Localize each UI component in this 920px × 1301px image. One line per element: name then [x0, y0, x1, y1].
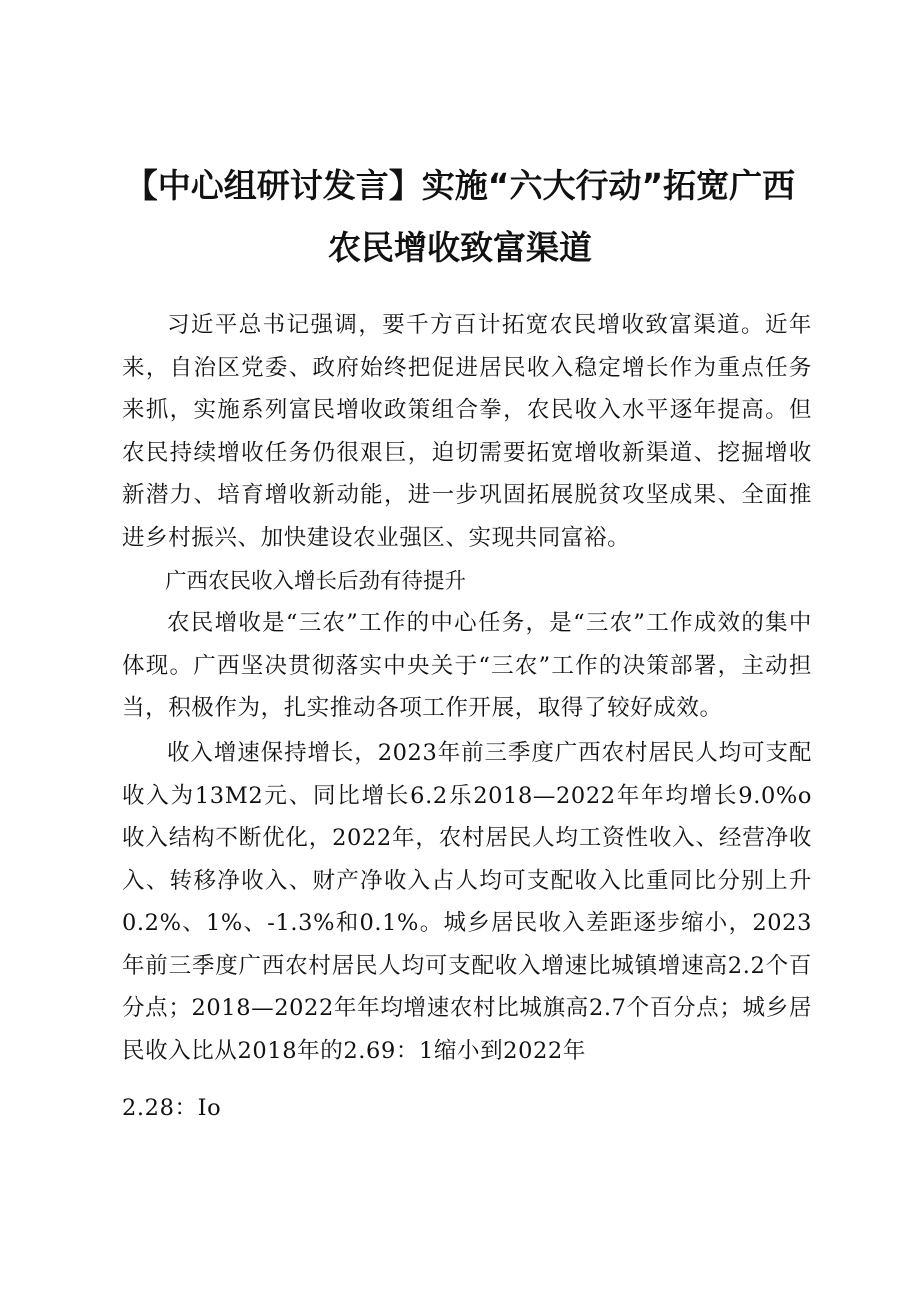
title-line-2: 农民增收致富渠道: [328, 228, 592, 267]
document-title: [90, 155, 830, 279]
paragraph-farmers-income: 农民增收是“三农”工作的中心任务，是“三农”工作成效的集中体现。广西坚决贯彻落实中央关于“三农”工作的决策部署，主动担当，积极作为，扎实推动各项工作开展，取得了较好成效。: [122, 610, 812, 721]
title-line-1: 【中心组研讨发言】实施“六大行动”拓宽广西: [124, 166, 796, 205]
paragraph-tail-line: 2.28：Io: [122, 1095, 222, 1121]
section-heading: 广西农民收入增长后劲有待提升: [165, 569, 467, 594]
paragraph-income-growth: 收入增速保持增长，2023年前三季度广西农村居民人均可支配收入为13M2元、同比增长6.2乐2018—2022年年均增长9.0%o收入结构不断优化，2022年，农村居民人均工资性收入、经营净收入、转移净收入、财产净收入占人均可支配收入比重同比分别上升0.2%、1%、-1.3%和0.1%。城乡居民收入差距逐步缩小，2023年前三季度广西农村居民人均可支配收入增速比城镇增速高2.2个百分点；2018—2022年年均增速农村比城旗高2.7个百分点；城乡居民收入比从2018年的2.69：1缩小到2022年: [122, 740, 812, 1064]
intro-paragraph: 习近平总书记强调，要千方百计拓宽农民增收致富渠道。近年来，自治区党委、政府始终把促进居民收入稳定增长作为重点任务来抓，实施系列富民增收政策组合拳，农民收入水平逐年提高。但农民持续增收任务仍很艰巨，迫切需要拓宽增收新渠道、挖掘增收新潜力、培育增收新动能，进一步巩固拓展脱贫攻坚成果、全面推进乡村振兴、加快建设农业强区、实现共同富裕。: [122, 312, 812, 551]
